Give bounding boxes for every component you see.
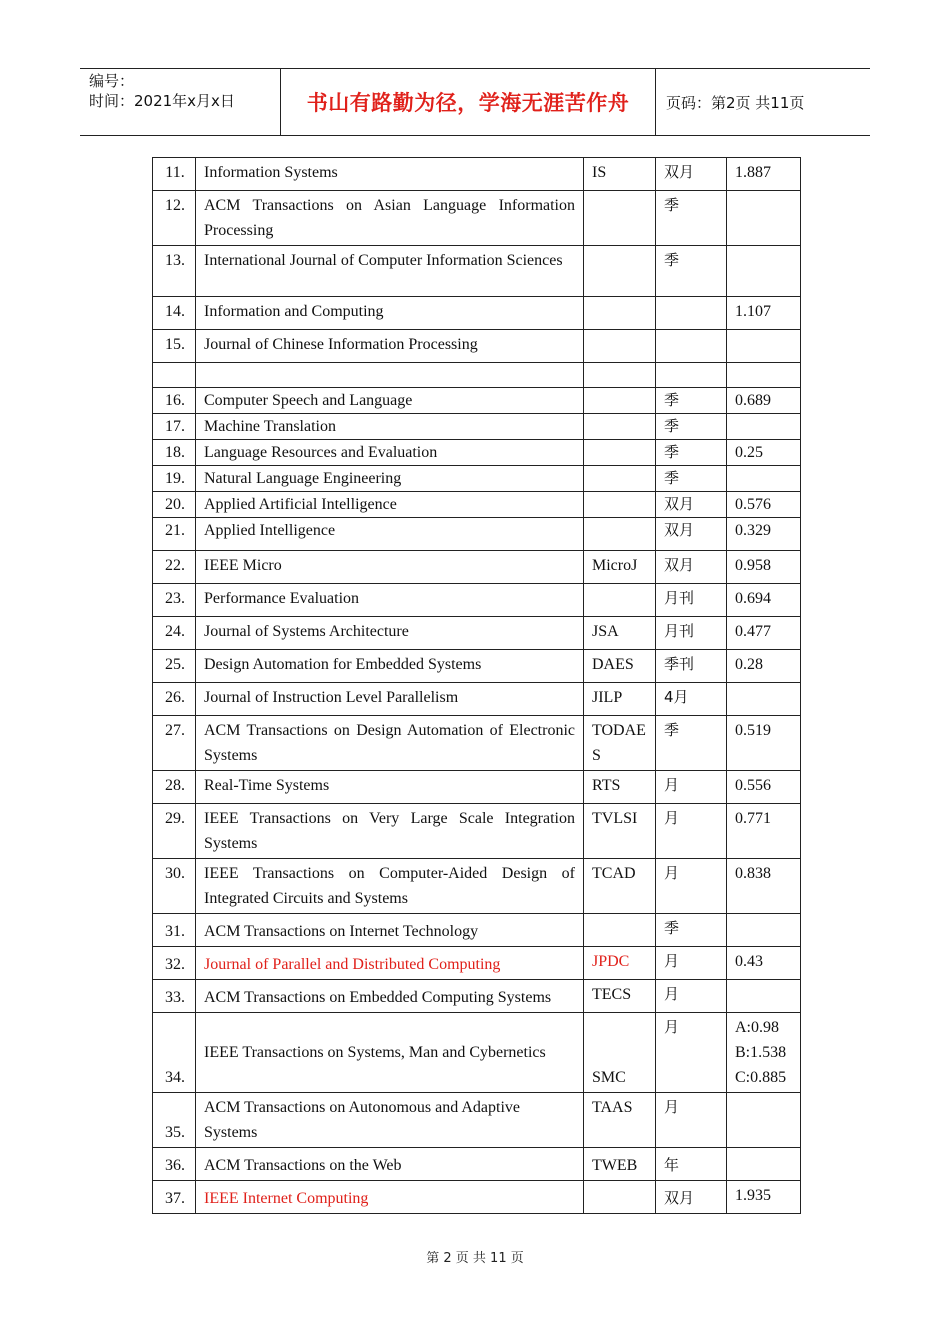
header-meta	[80, 69, 281, 135]
journal-name	[196, 363, 584, 388]
journal-frequency: 月	[656, 859, 727, 914]
journal-name: Journal of Instruction Level Parallelism	[196, 683, 584, 716]
table-row	[153, 859, 801, 914]
table-row	[153, 440, 801, 466]
journal-frequency: 季刊	[656, 650, 727, 683]
journal-abbr: TCAD	[584, 859, 656, 914]
impact-factor	[727, 191, 801, 246]
impact-factor	[727, 330, 801, 363]
row-number: 27.	[153, 716, 196, 771]
impact-factor: 0.576	[727, 492, 801, 518]
row-number: 31.	[153, 914, 196, 947]
impact-factor: 0.519	[727, 716, 801, 771]
row-number: 23.	[153, 584, 196, 617]
table-row	[153, 804, 801, 859]
row-number: 13.	[153, 246, 196, 297]
journal-frequency	[656, 330, 727, 363]
code-label: 编号：	[89, 72, 135, 90]
impact-factor-line: C:0.885	[735, 1069, 787, 1086]
row-number: 11.	[153, 158, 196, 191]
row-number: 18.	[153, 440, 196, 466]
table-row	[153, 297, 801, 330]
journal-abbr: MicroJ	[584, 551, 656, 584]
journal-abbr: JSA	[584, 617, 656, 650]
table-row	[153, 246, 801, 297]
journal-abbr: TODAES	[584, 716, 656, 771]
impact-factor	[727, 914, 801, 947]
journal-abbr	[584, 584, 656, 617]
impact-factor: 0.556	[727, 771, 801, 804]
journal-name: Design Automation for Embedded Systems	[196, 650, 584, 683]
journal-name: IEEE Transactions on Computer-Aided Design of Integrated Circuits and Systems	[196, 859, 584, 914]
journal-frequency: 月	[656, 1013, 727, 1093]
table-row	[153, 584, 801, 617]
journal-abbr	[584, 330, 656, 363]
journal-abbr	[584, 297, 656, 330]
impact-factor: 0.43	[727, 947, 801, 980]
table-row	[153, 617, 801, 650]
table-row	[153, 683, 801, 716]
journal-abbr	[584, 246, 656, 297]
row-number: 22.	[153, 551, 196, 584]
row-number: 16.	[153, 388, 196, 414]
impact-factor: 0.329	[727, 518, 801, 551]
table-row-empty	[153, 363, 801, 388]
journal-frequency: 月刊	[656, 584, 727, 617]
impact-factor	[727, 1093, 801, 1148]
table-row	[153, 716, 801, 771]
impact-factor: 0.838	[727, 859, 801, 914]
table-row	[153, 771, 801, 804]
journal-name: Performance Evaluation	[196, 584, 584, 617]
row-number: 17.	[153, 414, 196, 440]
journal-abbr: IS	[584, 158, 656, 191]
journal-name: Journal of Parallel and Distributed Computing	[196, 947, 584, 980]
table-row	[153, 388, 801, 414]
journal-frequency: 双月	[656, 1181, 727, 1214]
journal-abbr: TECS	[584, 980, 656, 1013]
row-number: 20.	[153, 492, 196, 518]
journal-abbr	[584, 363, 656, 388]
impact-factor: 0.28	[727, 650, 801, 683]
row-number	[153, 363, 196, 388]
journal-frequency: 双月	[656, 551, 727, 584]
journal-frequency: 年	[656, 1148, 727, 1181]
table-row	[153, 1181, 801, 1214]
journal-table	[152, 157, 801, 1214]
table-row	[153, 551, 801, 584]
row-number: 24.	[153, 617, 196, 650]
row-number: 26.	[153, 683, 196, 716]
row-number: 34.	[153, 1013, 196, 1093]
table-row	[153, 330, 801, 363]
table-row	[153, 1093, 801, 1148]
journal-name: ACM Transactions on Embedded Computing Systems	[196, 980, 584, 1013]
journal-frequency: 季	[656, 466, 727, 492]
journal-frequency: 季	[656, 414, 727, 440]
impact-factor	[727, 980, 801, 1013]
impact-factor: 0.694	[727, 584, 801, 617]
journal-abbr	[584, 466, 656, 492]
row-number: 14.	[153, 297, 196, 330]
journal-name: Applied Artificial Intelligence	[196, 492, 584, 518]
row-number: 30.	[153, 859, 196, 914]
journal-abbr	[584, 914, 656, 947]
row-number: 28.	[153, 771, 196, 804]
header-page-info: 页码：第2页 共11页	[666, 93, 805, 112]
journal-name: IEEE Micro	[196, 551, 584, 584]
journal-name: ACM Transactions on Design Automation of Electronic Systems	[196, 716, 584, 771]
journal-abbr	[584, 518, 656, 551]
journal-abbr	[584, 414, 656, 440]
journal-name: Computer Speech and Language	[196, 388, 584, 414]
journal-name: Journal of Chinese Information Processing	[196, 330, 584, 363]
row-number: 21.	[153, 518, 196, 551]
table-row	[153, 518, 801, 551]
journal-frequency: 月	[656, 1093, 727, 1148]
impact-factor	[727, 1148, 801, 1181]
journal-abbr: JILP	[584, 683, 656, 716]
journal-name: Natural Language Engineering	[196, 466, 584, 492]
table-row	[153, 1148, 801, 1181]
table-row	[153, 650, 801, 683]
table-row	[153, 492, 801, 518]
journal-abbr	[584, 492, 656, 518]
journal-frequency	[656, 297, 727, 330]
journal-name: Journal of Systems Architecture	[196, 617, 584, 650]
journal-frequency: 月刊	[656, 617, 727, 650]
journal-name: Language Resources and Evaluation	[196, 440, 584, 466]
journal-name: Machine Translation	[196, 414, 584, 440]
row-number: 33.	[153, 980, 196, 1013]
journal-abbr: TWEB	[584, 1148, 656, 1181]
journal-abbr	[584, 1181, 656, 1214]
journal-abbr: JPDC	[584, 947, 656, 980]
impact-factor: 0.958	[727, 551, 801, 584]
impact-factor-line: A:0.98	[735, 1019, 779, 1036]
row-number: 32.	[153, 947, 196, 980]
page-footer: 第 2 页 共 11 页	[426, 1251, 524, 1266]
table-row	[153, 466, 801, 492]
journal-name: ACM Transactions on Internet Technology	[196, 914, 584, 947]
impact-factor	[727, 246, 801, 297]
row-number: 37.	[153, 1181, 196, 1214]
impact-factor: 0.771	[727, 804, 801, 859]
row-number: 19.	[153, 466, 196, 492]
journal-frequency: 季	[656, 246, 727, 297]
page-header	[80, 68, 870, 136]
journal-name: ACM Transactions on the Web	[196, 1148, 584, 1181]
row-number: 29.	[153, 804, 196, 859]
journal-name: ACM Transactions on Autonomous and Adaptive Systems	[196, 1093, 584, 1148]
table-row	[153, 158, 801, 191]
journal-abbr: DAES	[584, 650, 656, 683]
row-number: 12.	[153, 191, 196, 246]
journal-frequency: 季	[656, 440, 727, 466]
impact-factor: 0.477	[727, 617, 801, 650]
table-row	[153, 414, 801, 440]
journal-frequency: 月	[656, 947, 727, 980]
impact-factor: 0.25	[727, 440, 801, 466]
impact-factor	[727, 466, 801, 492]
journal-frequency: 双月	[656, 518, 727, 551]
row-number: 36.	[153, 1148, 196, 1181]
impact-factor: 0.689	[727, 388, 801, 414]
journal-abbr	[584, 388, 656, 414]
impact-factor	[727, 1013, 801, 1093]
journal-name: Applied Intelligence	[196, 518, 584, 551]
journal-name: International Journal of Computer Information Sciences	[196, 246, 584, 297]
row-number: 25.	[153, 650, 196, 683]
journal-name: IEEE Transactions on Very Large Scale Integration Systems	[196, 804, 584, 859]
journal-frequency: 4月	[656, 683, 727, 716]
journal-abbr	[584, 440, 656, 466]
table-row	[153, 947, 801, 980]
impact-factor	[727, 414, 801, 440]
row-number: 15.	[153, 330, 196, 363]
journal-frequency: 月	[656, 804, 727, 859]
journal-abbr: TVLSI	[584, 804, 656, 859]
impact-factor: 1.935	[727, 1181, 801, 1214]
journal-frequency: 季	[656, 388, 727, 414]
journal-frequency: 季	[656, 914, 727, 947]
journal-abbr: TAAS	[584, 1093, 656, 1148]
impact-factor: 1.107	[727, 297, 801, 330]
journal-frequency: 季	[656, 191, 727, 246]
journal-frequency: 季	[656, 716, 727, 771]
journal-abbr: SMC	[584, 1013, 656, 1093]
impact-factor-line: B:1.538	[735, 1044, 787, 1061]
impact-factor	[727, 683, 801, 716]
journal-name: ACM Transactions on Asian Language Information Processing	[196, 191, 584, 246]
table-row	[153, 191, 801, 246]
impact-factor	[727, 363, 801, 388]
journal-abbr: RTS	[584, 771, 656, 804]
journal-name: IEEE Internet Computing	[196, 1181, 584, 1214]
time-label: 时间：2021年x月x日	[89, 92, 235, 110]
journal-abbr	[584, 191, 656, 246]
table-row	[153, 1013, 801, 1093]
table-row	[153, 914, 801, 947]
journal-frequency: 双月	[656, 158, 727, 191]
journal-name: Information Systems	[196, 158, 584, 191]
journal-name: Information and Computing	[196, 297, 584, 330]
table-row	[153, 980, 801, 1013]
journal-frequency	[656, 363, 727, 388]
journal-frequency: 月	[656, 771, 727, 804]
journal-frequency: 月	[656, 980, 727, 1013]
impact-factor: 1.887	[727, 158, 801, 191]
journal-name: Real-Time Systems	[196, 771, 584, 804]
header-motto: 书山有路勤为径，学海无涯苦作舟	[281, 69, 656, 135]
journal-frequency: 双月	[656, 492, 727, 518]
row-number: 35.	[153, 1093, 196, 1148]
journal-name: IEEE Transactions on Systems, Man and Cybernetics	[196, 1013, 584, 1093]
